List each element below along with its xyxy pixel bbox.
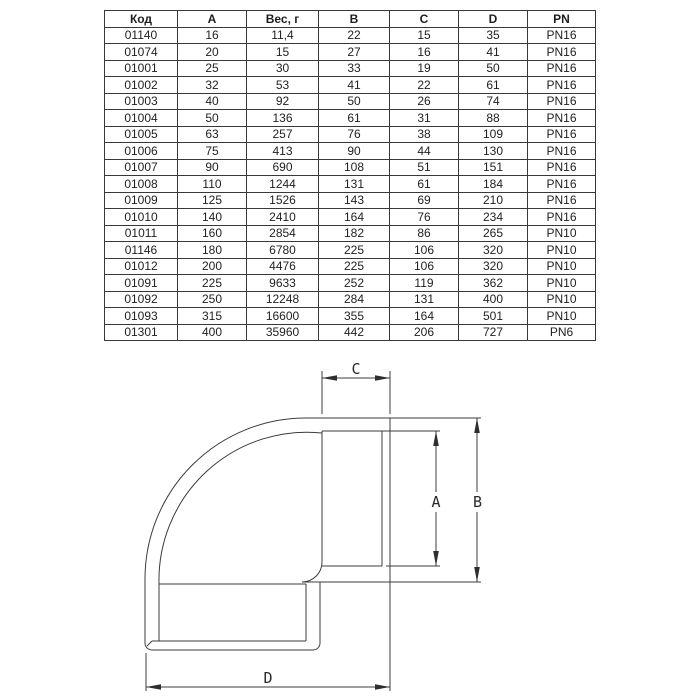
dimension-a xyxy=(382,431,441,566)
table-cell: 727 xyxy=(459,324,528,341)
dim-label-d: D xyxy=(263,669,273,687)
table-cell: 160 xyxy=(178,225,247,242)
table-cell: PN16 xyxy=(528,159,596,176)
table-cell: PN10 xyxy=(528,308,596,325)
table-cell: 40 xyxy=(178,93,247,110)
table-cell: 131 xyxy=(390,291,459,308)
table-cell: 35960 xyxy=(247,324,319,341)
arrow-left-icon xyxy=(322,375,337,381)
table-cell: 90 xyxy=(319,143,390,160)
table-cell: 75 xyxy=(178,143,247,160)
column-header-a: A xyxy=(178,11,247,28)
table-cell: PN16 xyxy=(528,93,596,110)
table-cell: 125 xyxy=(178,192,247,209)
table-cell: 210 xyxy=(459,192,528,209)
table-cell: 50 xyxy=(319,93,390,110)
table-cell: 225 xyxy=(319,258,390,275)
table-cell: 01011 xyxy=(105,225,178,242)
table-cell: PN16 xyxy=(528,192,596,209)
table-cell: 362 xyxy=(459,275,528,292)
table-cell: 01091 xyxy=(105,275,178,292)
table-cell: 01146 xyxy=(105,242,178,259)
arrow-up-icon xyxy=(433,431,439,446)
table-cell: 32 xyxy=(178,77,247,94)
table-cell: 4476 xyxy=(247,258,319,275)
table-cell: 16600 xyxy=(247,308,319,325)
table-cell: 01074 xyxy=(105,44,178,61)
arrow-down-icon xyxy=(474,567,480,582)
table-cell: 400 xyxy=(178,324,247,341)
table-cell: 88 xyxy=(459,110,528,127)
table-cell: 234 xyxy=(459,209,528,226)
table-cell: 284 xyxy=(319,291,390,308)
inner-corner-fillet xyxy=(302,562,322,582)
table-cell: 140 xyxy=(178,209,247,226)
table-cell: 01092 xyxy=(105,291,178,308)
column-header-b: B xyxy=(319,11,390,28)
table-cell: 33 xyxy=(319,60,390,77)
table-cell: 01009 xyxy=(105,192,178,209)
dimension-c xyxy=(322,360,390,414)
table-cell: 143 xyxy=(319,192,390,209)
table-cell: 35 xyxy=(459,27,528,44)
table-cell: 184 xyxy=(459,176,528,193)
table-cell: 206 xyxy=(390,324,459,341)
table-cell: 320 xyxy=(459,258,528,275)
table-cell: 01008 xyxy=(105,176,178,193)
table-cell: 151 xyxy=(459,159,528,176)
table-cell: 26 xyxy=(390,93,459,110)
table-cell: 131 xyxy=(319,176,390,193)
table-cell: 15 xyxy=(390,27,459,44)
table-cell: 01004 xyxy=(105,110,178,127)
table-cell: 20 xyxy=(178,44,247,61)
bottom-right-fillet xyxy=(313,643,320,650)
table-cell: 250 xyxy=(178,291,247,308)
table-cell: 76 xyxy=(390,209,459,226)
table-cell: 01001 xyxy=(105,60,178,77)
table-cell: PN16 xyxy=(528,44,596,61)
table-cell: 69 xyxy=(390,192,459,209)
table-cell: 225 xyxy=(178,275,247,292)
table-cell: 01006 xyxy=(105,143,178,160)
elbow-outline xyxy=(145,418,390,650)
table-cell: PN10 xyxy=(528,275,596,292)
table-cell: 442 xyxy=(319,324,390,341)
table-cell: 01093 xyxy=(105,308,178,325)
table-cell: PN16 xyxy=(528,77,596,94)
table-cell: 31 xyxy=(390,110,459,127)
table-cell: 9633 xyxy=(247,275,319,292)
table-cell: PN16 xyxy=(528,126,596,143)
table-cell: 225 xyxy=(319,242,390,259)
table-cell: 16 xyxy=(178,27,247,44)
table-cell: 01005 xyxy=(105,126,178,143)
table-cell: 130 xyxy=(459,143,528,160)
table-cell: 2410 xyxy=(247,209,319,226)
table-cell: 22 xyxy=(319,27,390,44)
table-cell: 12248 xyxy=(247,291,319,308)
table-cell: 41 xyxy=(319,77,390,94)
table-cell: 61 xyxy=(319,110,390,127)
table-cell: PN16 xyxy=(528,27,596,44)
table-cell: 320 xyxy=(459,242,528,259)
table-cell: 74 xyxy=(459,93,528,110)
table-cell: 355 xyxy=(319,308,390,325)
table-cell: 182 xyxy=(319,225,390,242)
table-cell: 200 xyxy=(178,258,247,275)
outer-back-arc xyxy=(145,418,306,579)
table-cell: 106 xyxy=(390,258,459,275)
table-cell: 2854 xyxy=(247,225,319,242)
table-cell: PN16 xyxy=(528,209,596,226)
table-cell: PN16 xyxy=(528,176,596,193)
table-cell: 41 xyxy=(459,44,528,61)
table-cell: 92 xyxy=(247,93,319,110)
table-cell: 6780 xyxy=(247,242,319,259)
table-cell: 61 xyxy=(390,176,459,193)
table-cell: 257 xyxy=(247,126,319,143)
table-cell: PN6 xyxy=(528,324,596,341)
table-cell: 690 xyxy=(247,159,319,176)
column-header-pn: PN xyxy=(528,11,596,28)
table-cell: 50 xyxy=(178,110,247,127)
table-cell: 53 xyxy=(247,77,319,94)
table-cell: 136 xyxy=(247,110,319,127)
table-cell: 44 xyxy=(390,143,459,160)
table-cell: 164 xyxy=(319,209,390,226)
dimension-d xyxy=(146,582,390,691)
left-socket-corner-chamfer xyxy=(147,641,152,646)
table-cell: 16 xyxy=(390,44,459,61)
table-cell: 15 xyxy=(247,44,319,61)
table-cell: 01007 xyxy=(105,159,178,176)
table-cell: 01003 xyxy=(105,93,178,110)
table-cell: 400 xyxy=(459,291,528,308)
arrow-down-icon xyxy=(433,551,439,566)
table-cell: 19 xyxy=(390,60,459,77)
arrow-up-icon xyxy=(474,418,480,433)
table-cell: 164 xyxy=(390,308,459,325)
dim-label-a: A xyxy=(431,493,441,511)
table-cell: 1526 xyxy=(247,192,319,209)
table-cell: 413 xyxy=(247,143,319,160)
column-header-d: D xyxy=(459,11,528,28)
table-cell: 61 xyxy=(459,77,528,94)
arrow-right-icon xyxy=(375,375,390,381)
table-cell: 25 xyxy=(178,60,247,77)
table-cell: 63 xyxy=(178,126,247,143)
column-header-weight: Вес, г xyxy=(247,11,319,28)
table-cell: 180 xyxy=(178,242,247,259)
table-cell: 30 xyxy=(247,60,319,77)
table-cell: 315 xyxy=(178,308,247,325)
table-cell: 119 xyxy=(390,275,459,292)
table-cell: PN16 xyxy=(528,143,596,160)
table-cell: 51 xyxy=(390,159,459,176)
table-cell: 90 xyxy=(178,159,247,176)
table-cell: PN10 xyxy=(528,225,596,242)
table-cell: 38 xyxy=(390,126,459,143)
table-cell: 265 xyxy=(459,225,528,242)
table-cell: 252 xyxy=(319,275,390,292)
table-cell: 01012 xyxy=(105,258,178,275)
arrow-right-icon xyxy=(375,684,390,690)
table-cell: 86 xyxy=(390,225,459,242)
table-cell: 01002 xyxy=(105,77,178,94)
table-cell: PN16 xyxy=(528,110,596,127)
column-header-c: C xyxy=(390,11,459,28)
table-cell: 108 xyxy=(319,159,390,176)
dim-label-b: B xyxy=(472,493,483,511)
table-cell: 01301 xyxy=(105,324,178,341)
column-header-code: Код xyxy=(105,11,178,28)
table-cell: PN10 xyxy=(528,291,596,308)
table-cell: 76 xyxy=(319,126,390,143)
table-cell: 1244 xyxy=(247,176,319,193)
dim-label-c: C xyxy=(351,360,361,378)
table-cell: 01010 xyxy=(105,209,178,226)
table-cell: 22 xyxy=(390,77,459,94)
table-cell: 106 xyxy=(390,242,459,259)
table-cell: 27 xyxy=(319,44,390,61)
table-cell: PN10 xyxy=(528,258,596,275)
arrow-left-icon xyxy=(146,684,161,690)
table-cell: 110 xyxy=(178,176,247,193)
table-cell: 50 xyxy=(459,60,528,77)
table-cell: PN10 xyxy=(528,242,596,259)
table-cell: 501 xyxy=(459,308,528,325)
table-cell: PN16 xyxy=(528,60,596,77)
inner-back-arc xyxy=(159,432,322,584)
table-cell: 01140 xyxy=(105,27,178,44)
table-cell: 11,4 xyxy=(247,27,319,44)
table-cell: 109 xyxy=(459,126,528,143)
